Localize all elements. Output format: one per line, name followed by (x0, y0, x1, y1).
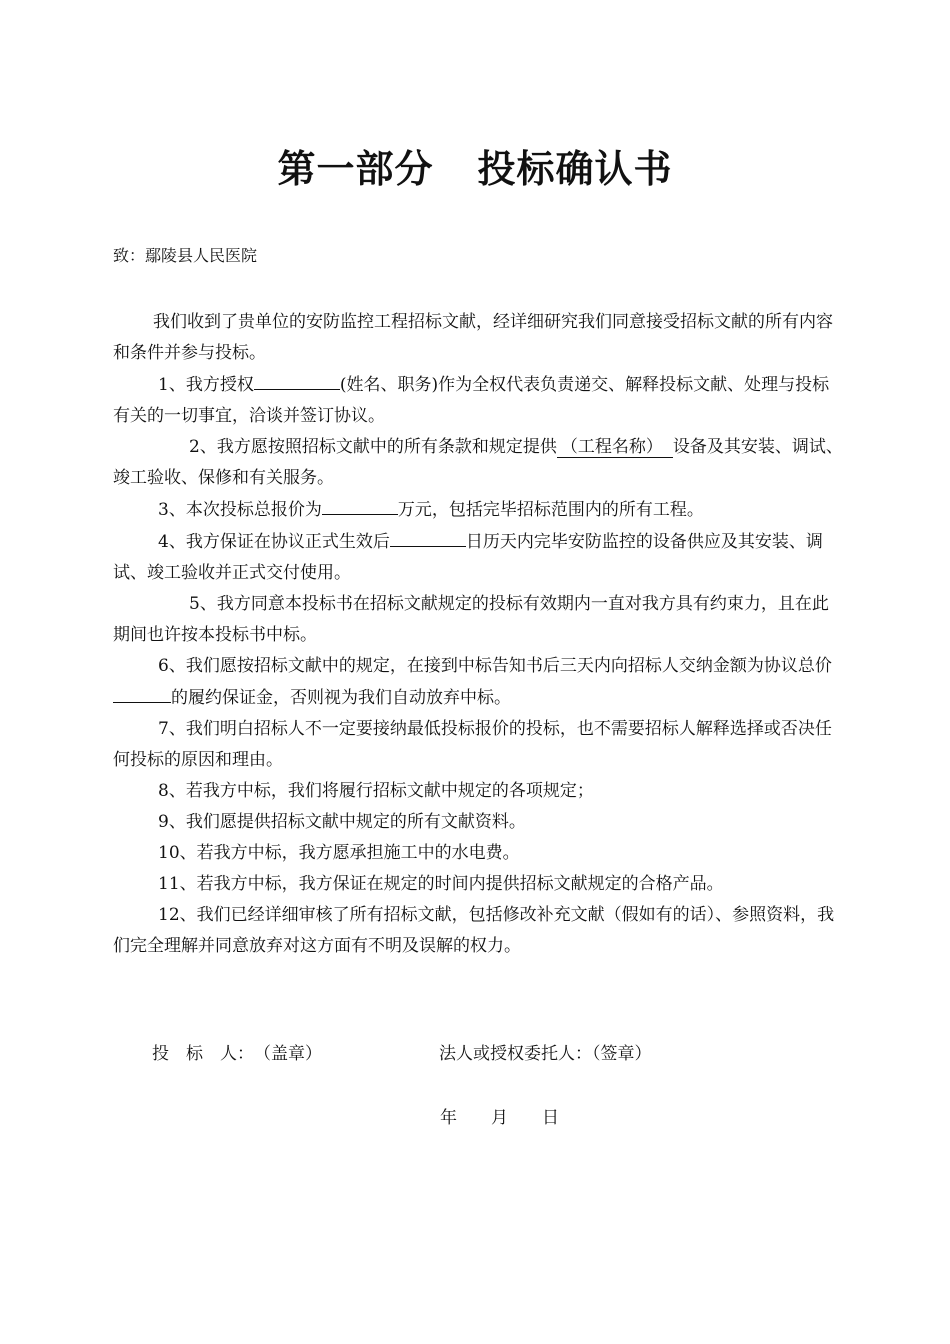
addressee: 致：鄢陵县人民医院 (113, 246, 258, 265)
clause-4-lead: 4、我方保证在协议正式生效后 (158, 532, 390, 552)
clause-12: 12、我们已经详细审核了所有招标文献，包括修改补充文献（假如有的话）、参照资料，我们完全理解并同意放弃对这方面有不明及误解的权力。 (113, 905, 835, 956)
clause-1-lead: 1、我方授权 (158, 375, 254, 395)
blank-performance-bond[interactable] (113, 682, 171, 703)
clause-2-lead: 2、我方愿按照招标文献中的所有条款和规定提供 (189, 437, 557, 457)
clause-4-rest: 日历天内完毕安防监控的设备供应及其安装、调试、竣工验收并正式交付使用。 (113, 532, 823, 583)
clause-10: 10、若我方中标，我方愿承担施工中的水电费。 (158, 843, 520, 863)
clause-3-lead: 3、本次投标总报价为 (158, 500, 322, 520)
title-part: 第一部分 (277, 147, 434, 191)
clause-6-rest: 的履约保证金，否则视为我们自动放弃中标。 (171, 688, 511, 708)
clause-7: 7、我们明白招标人不一定要接纳最低投标报价的投标，也不需要招标人解释选择或否决任何投标的原因和理由。 (113, 719, 832, 770)
blank-total-price[interactable] (322, 494, 398, 515)
clause-1-rest: (姓名、职务)作为全权代表负责递交、解释投标文献、处理与投标有关的一切事宜，洽谈并签订协议。 (113, 375, 830, 426)
clause-5: 5、我方同意本投标书在招标文献规定的投标有效期内一直对我方具有约束力，且在此期间也许按本投标书中标。 (113, 594, 829, 645)
clause-2 (113, 432, 843, 494)
title-name: 投标确认书 (477, 147, 673, 191)
clause-2-rest: 设备及其安装、调试、竣工验收、保修和有关服务。 (113, 437, 843, 488)
clause-9: 9、我们愿提供招标文献中规定的所有文献资料。 (158, 812, 526, 832)
bidder-seal-label: 投 标 人： （盖章） (152, 1044, 322, 1064)
document-body (113, 307, 843, 962)
clause-6-lead: 6、我们愿按招标文献中的规定，在接到中标告知书后三天内向招标人交纳金额为协议总价 (158, 656, 832, 676)
blank-authorized-person[interactable] (254, 369, 340, 390)
clause-4 (113, 526, 843, 589)
date-line: 年 月 日 (440, 1108, 559, 1128)
intro-paragraph: 我们收到了贵单位的安防监控工程招标文献，经详细研究我们同意接受招标文献的所有内容和条件并参与投标。 (113, 312, 833, 363)
clause-11: 11、若我方中标，我方保证在规定的时间内提供招标文献规定的合格产品。 (158, 874, 724, 894)
page-title (0, 142, 950, 196)
clause-8: 8、若我方中标，我们将履行招标文献中规定的各项规定； (158, 781, 594, 801)
legal-representative-label: 法人或授权委托人：（签章） (439, 1044, 652, 1064)
blank-days[interactable] (390, 526, 466, 547)
clause-6 (113, 651, 843, 714)
clause-3 (113, 494, 843, 526)
blank-project-name[interactable]: （工程名称） (557, 437, 673, 458)
clause-1 (113, 369, 843, 432)
clause-3-rest: 万元，包括完毕招标范围内的所有工程。 (397, 500, 704, 520)
